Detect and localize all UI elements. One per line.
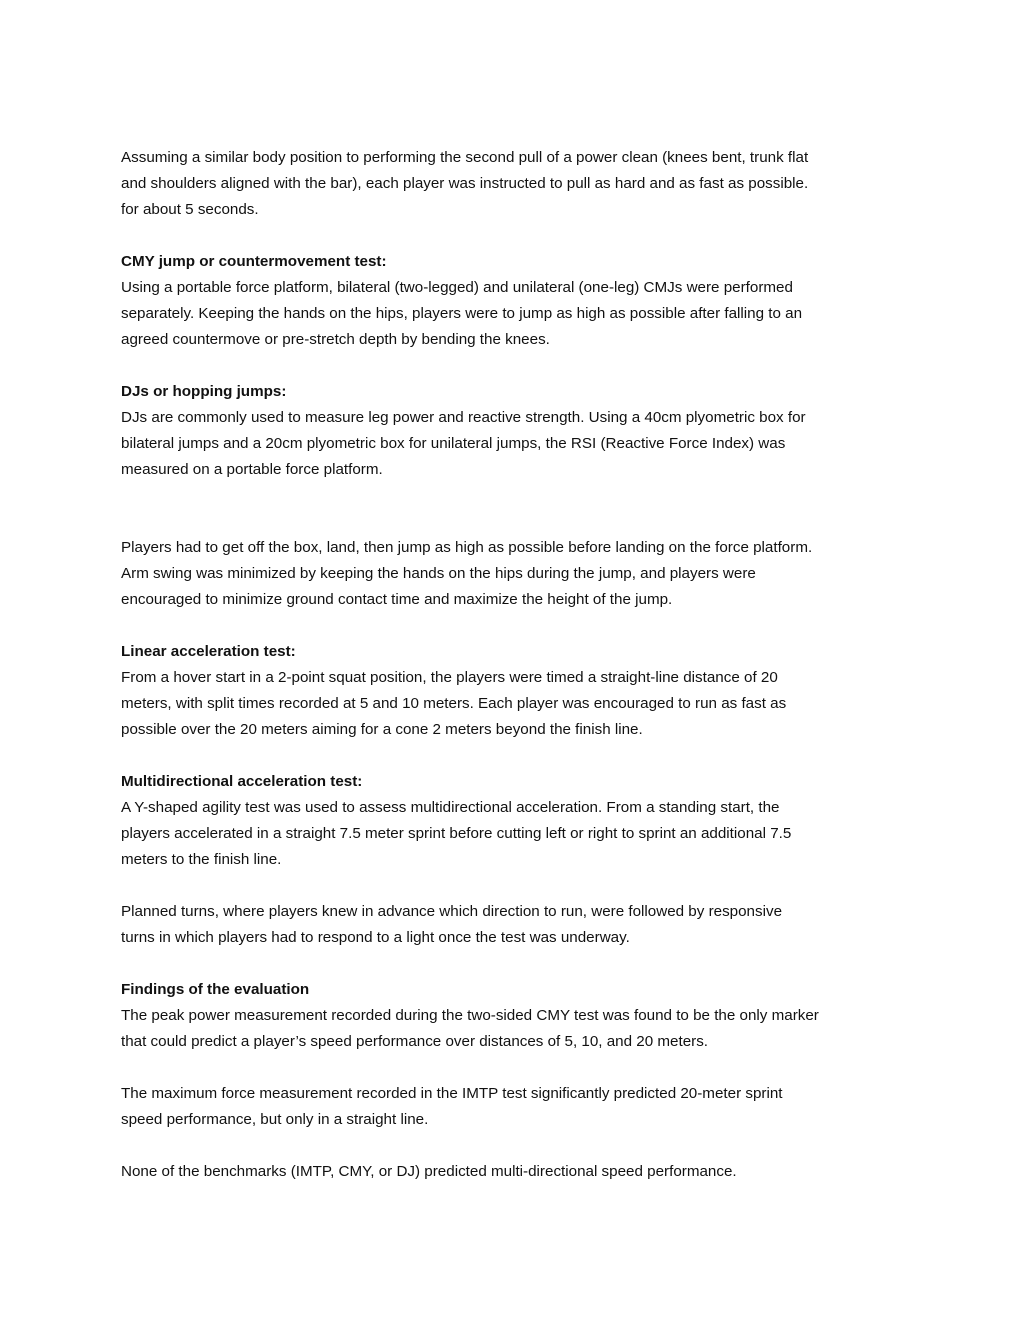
paragraph-line: The maximum force measurement recorded in the IMTP test significantly predicted 20-meter sprint xyxy=(121,1085,783,1102)
paragraph-line: DJs are commonly used to measure leg power and reactive strength. Using a 40cm plyometric box for xyxy=(121,409,806,426)
paragraph-line: speed performance, but only in a straight line. xyxy=(121,1111,429,1128)
paragraph-line: turns in which players had to respond to a light once the test was underway. xyxy=(121,929,630,946)
paragraph-line: separately. Keeping the hands on the hips, players were to jump as high as possible after falling to an xyxy=(121,305,803,322)
paragraph-line: Players had to get off the box, land, then jump as high as possible before landing on the force platform. xyxy=(121,539,813,556)
paragraph-line: meters to the finish line. xyxy=(121,851,282,868)
paragraph-line: for about 5 seconds. xyxy=(121,201,259,218)
section-findings xyxy=(121,977,911,1055)
paragraph-line: The peak power measurement recorded during the two-sided CMY test was found to be the only marker xyxy=(121,1007,819,1024)
section-heading: Findings of the evaluation xyxy=(121,981,310,998)
paragraph-planned-turns xyxy=(121,899,911,951)
paragraph-line: Assuming a similar body position to performing the second pull of a power clean (knees bent, trunk flat xyxy=(121,149,809,166)
section-dj-jumps xyxy=(121,379,911,483)
section-heading: CMY jump or countermovement test: xyxy=(121,253,387,270)
paragraph-pull-position xyxy=(121,145,911,223)
paragraph-line: meters, with split times recorded at 5 and 10 meters. Each player was encouraged to run as fast as xyxy=(121,695,787,712)
section-linear-acceleration xyxy=(121,639,911,743)
paragraph-benchmarks-finding xyxy=(121,1159,911,1185)
paragraph-line: that could predict a player’s speed performance over distances of 5, 10, and 20 meters. xyxy=(121,1033,709,1050)
paragraph-line: players accelerated in a straight 7.5 meter sprint before cutting left or right to sprint an additional 7.5 xyxy=(121,825,792,842)
section-heading: Multidirectional acceleration test: xyxy=(121,773,363,790)
section-cmy-jump xyxy=(121,249,911,353)
paragraph-line: Planned turns, where players knew in advance which direction to run, were followed by responsive xyxy=(121,903,783,920)
paragraph-line: agreed countermove or pre-stretch depth by bending the knees. xyxy=(121,331,550,348)
paragraph-imtp-finding xyxy=(121,1081,911,1133)
paragraph-line: Using a portable force platform, bilateral (two-legged) and unilateral (one-leg) CMJs were performed xyxy=(121,279,793,296)
paragraph-line: measured on a portable force platform. xyxy=(121,461,383,478)
paragraph-line: From a hover start in a 2-point squat position, the players were timed a straight-line distance of 20 xyxy=(121,669,778,686)
section-heading: Linear acceleration test: xyxy=(121,643,296,660)
paragraph-line: Arm swing was minimized by keeping the hands on the hips during the jump, and players were xyxy=(121,565,756,582)
paragraph-line: encouraged to minimize ground contact time and maximize the height of the jump. xyxy=(121,591,673,608)
paragraph-line: and shoulders aligned with the bar), each player was instructed to pull as hard and as fast as possible. xyxy=(121,175,809,192)
paragraph-line: bilateral jumps and a 20cm plyometric box for unilateral jumps, the RSI (Reactive Force Index) was xyxy=(121,435,786,452)
paragraph-line: None of the benchmarks (IMTP, CMY, or DJ) predicted multi-directional speed performance. xyxy=(121,1163,737,1180)
paragraph-box-landing xyxy=(121,535,911,613)
document-body xyxy=(121,145,911,1211)
paragraph-line: possible over the 20 meters aiming for a cone 2 meters beyond the finish line. xyxy=(121,721,643,738)
paragraph-line: A Y-shaped agility test was used to assess multidirectional acceleration. From a standing start, the xyxy=(121,799,780,816)
section-multidirectional-acceleration xyxy=(121,769,911,873)
section-heading: DJs or hopping jumps: xyxy=(121,383,287,400)
